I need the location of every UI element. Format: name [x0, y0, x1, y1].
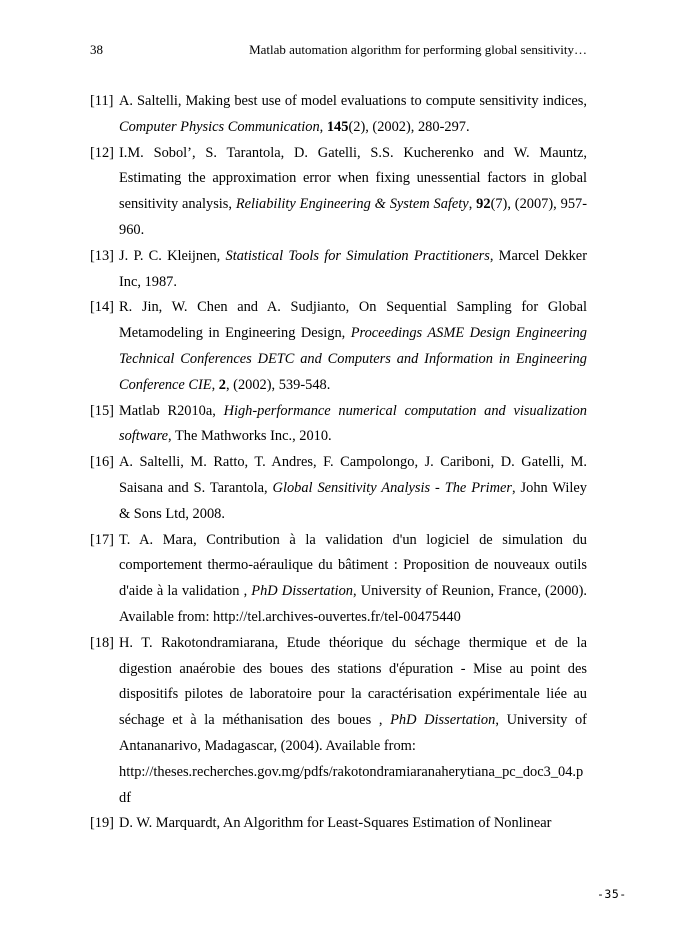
reference-number: [15]: [90, 402, 114, 419]
reference-number: [13]: [90, 247, 114, 264]
reference-title: High-performance numerical computation and visualization software: [119, 402, 588, 445]
reference-number: [11]: [90, 93, 114, 109]
reference-title: Statistical Tools for Simulation Practitioners: [225, 247, 490, 264]
reference-item: [90, 528, 587, 631]
reference-number: [17]: [90, 531, 114, 548]
reference-title: Global Sensitivity Analysis - The Primer: [272, 479, 512, 496]
reference-text: A. Saltelli, M. Ratto, T. Andres, F. Campolongo, J. Cariboni, D. Gatelli, M. Saisana and S. Tarantola, Global Sensitivity Analysis - The Primer, John Wiley & Sons Ltd, 2008.: [119, 454, 587, 522]
reference-text: J. P. C. Kleijnen, Statistical Tools for Simulation Practitioners, Marcel Dekker Inc, 1987.: [119, 247, 587, 290]
reference-volume: 2: [218, 376, 226, 393]
reference-text: A. Saltelli, Making best use of model evaluations to compute sensitivity indices, Computer Physics Communication, 145(2), (2002), 280-297.: [119, 93, 587, 135]
reference-journal: Computer Physics Communication: [119, 118, 320, 135]
reference-journal: Proceedings ASME Design Engineering Technical Conferences DETC and Computers and Information in Engineering Conference CIE: [119, 325, 587, 393]
reference-text: Matlab R2010a, High-performance numerical computation and visualization software, The Mathworks Inc., 2010.: [119, 402, 588, 445]
running-title: Matlab automation algorithm for performing global sensitivity…: [249, 42, 587, 57]
reference-volume: 92: [476, 196, 491, 213]
reference-text: T. A. Mara, Contribution à la validation d'un logiciel de simulation du comportement thermo-aéraulique du bâtiment : Proposition de nouveaux outils d'aide à la validation , PhD Dissertation, University of Reunion, France, (2000). Available from: http://tel.archives-ouvertes.fr/tel-00475440: [119, 531, 587, 625]
reference-item: [90, 450, 587, 527]
reference-number: [16]: [90, 454, 114, 471]
reference-title: PhD Dissertation: [251, 583, 353, 600]
reference-number: [12]: [90, 144, 114, 161]
footer-page-number: -35-: [597, 887, 627, 901]
reference-volume: 145: [326, 118, 349, 135]
reference-title: PhD Dissertation: [390, 712, 496, 729]
reference-item: [90, 89, 587, 141]
running-header: [90, 42, 587, 62]
reference-text: R. Jin, W. Chen and A. Sudjianto, On Sequential Sampling for Global Metamodeling in Engineering Design, Proceedings ASME Design Engineering Technical Conferences DETC and Computers and Information in Engineering Conference CIE, 2, (2002), 539-548.: [119, 299, 587, 393]
reference-text: I.M. Sobol’, S. Tarantola, D. Gatelli, S.S. Kucherenko and W. Mauntz, Estimating the approximation error when fixing unessential factors in global sensitivity analysis, Reliability Engineering & System Safety, 92(7), (2007), 957-960.: [119, 144, 588, 238]
reference-item: [90, 631, 587, 812]
reference-item: [90, 295, 587, 398]
reference-url[interactable]: http://theses.recherches.gov.mg/pdfs/rakotondramiaranaherytiana_pc_doc3_04.pdf: [119, 763, 584, 806]
reference-item: [90, 244, 587, 296]
reference-text: H. T. Rakotondramiarana, Etude théorique du séchage thermique et de la digestion anaérobie des boues des stations d'épuration - Mise au point des dispositifs pilotes de laboratoire pour la caractérisation expérimentale liée au séchage et à la méthanisation des boues , PhD Dissertation, University of Antananarivo, Madagascar, (2004). Available from: http://theses.recherches.gov.mg/pdfs/rakotondramiaranaherytiana_pc_doc3_04.pdf: [119, 634, 587, 806]
reference-list: [90, 89, 587, 837]
reference-number: [18]: [90, 634, 114, 651]
header-page-number: 38: [90, 42, 103, 57]
reference-number: [14]: [90, 299, 114, 316]
reference-item: [90, 811, 587, 837]
reference-number: [19]: [90, 815, 114, 832]
reference-journal: Reliability Engineering & System Safety: [235, 196, 469, 213]
reference-item: [90, 399, 587, 451]
reference-item: [90, 141, 587, 244]
reference-text: D. W. Marquardt, An Algorithm for Least-Squares Estimation of Nonlinear: [119, 815, 552, 832]
